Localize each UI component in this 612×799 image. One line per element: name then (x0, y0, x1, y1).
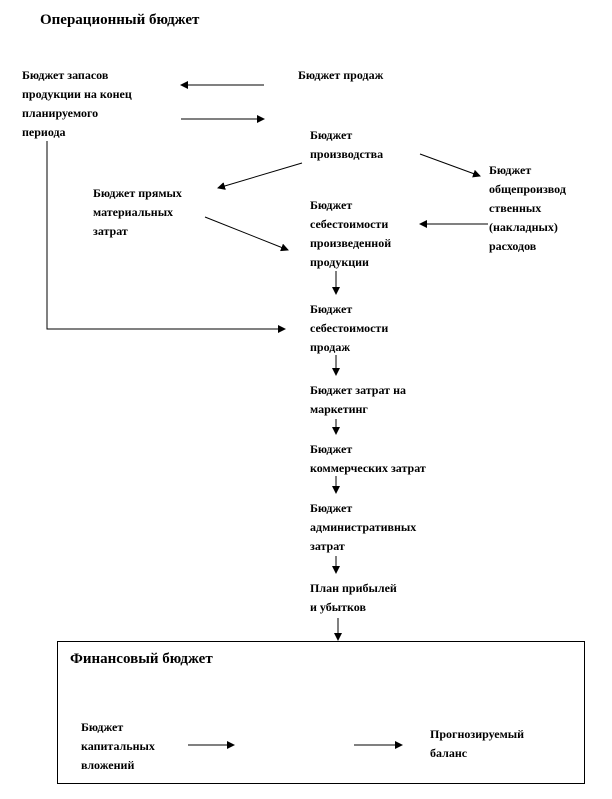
node-production-budget: Бюджет производства (310, 128, 384, 161)
node-cost-of-produced-goods-budget: Бюджет себестоимости произведенной продукции (310, 198, 392, 269)
node-sales-budget: Бюджет продаж (298, 68, 384, 82)
node-direct-materials-budget: Бюджет прямых материальных затрат (93, 186, 182, 238)
node-forecast-balance: Прогнозируемый баланс (430, 727, 525, 760)
financial-budget-title: Финансовый бюджет (70, 651, 213, 667)
node-administrative-costs-budget: Бюджет административных затрат (310, 501, 417, 553)
operational-budget-title: Операционный бюджет (40, 12, 200, 28)
node-overhead-budget: Бюджет общепроизвод ственных (накладных) расходов (489, 163, 566, 253)
node-profit-loss-plan: План прибылей и убытков (310, 581, 397, 614)
node-cost-of-sales-budget: Бюджет себестоимости продаж (310, 302, 389, 354)
arrow-materials-to-cost-produced (205, 217, 288, 250)
node-marketing-budget: Бюджет затрат на маркетинг (310, 383, 406, 416)
arrow-production-to-materials (218, 163, 302, 188)
node-inventory-budget: Бюджет запасов продукции на конец планируемого периода (22, 68, 132, 139)
arrow-production-to-overhead (420, 154, 480, 176)
node-capital-investment-budget: Бюджет капитальных вложений (81, 720, 155, 772)
node-commercial-costs-budget: Бюджет коммерческих затрат (310, 442, 426, 475)
